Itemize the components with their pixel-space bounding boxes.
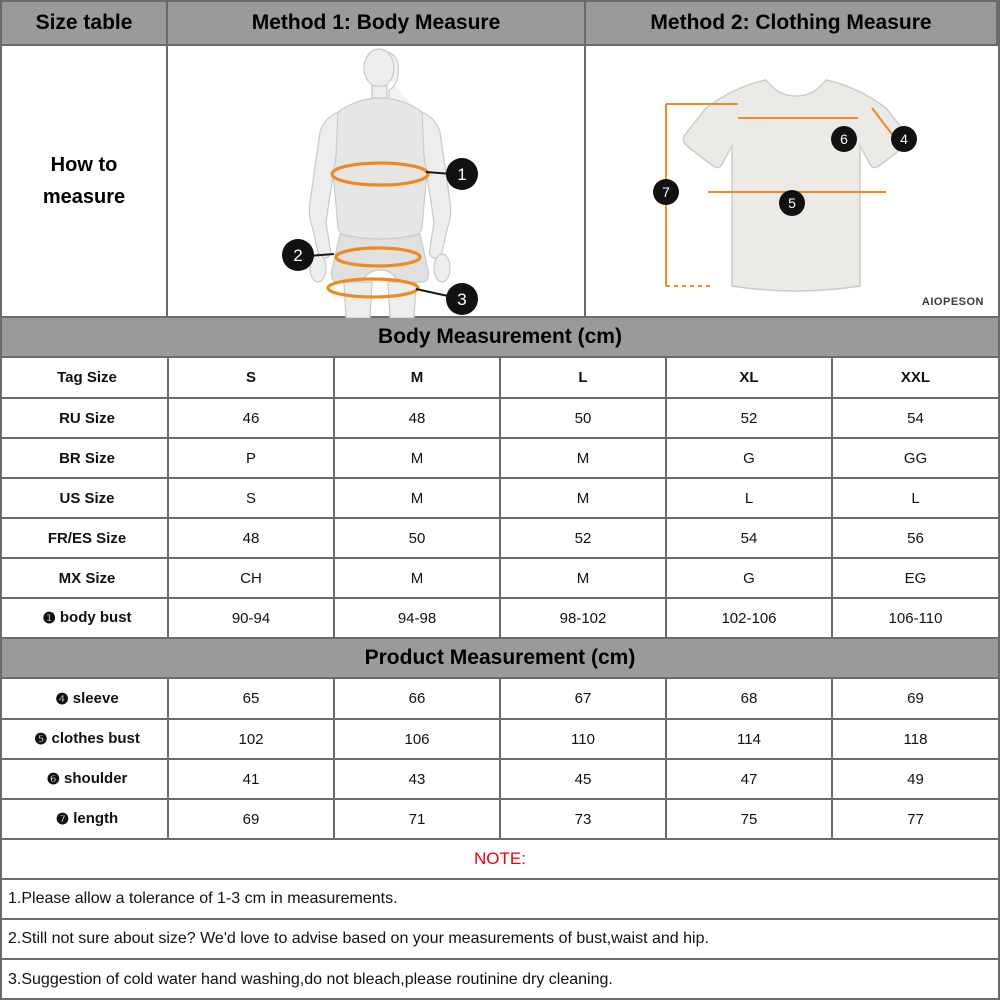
table-cell: 102-106 [666,598,832,638]
table-cell: M [334,478,500,518]
table-cell: G [666,438,832,478]
note-line: 3.Suggestion of cold water hand washing,do not bleach,please routinine dry cleaning. [8,971,613,988]
table-row [2,478,998,518]
svg-text:2: 2 [293,246,303,265]
table-cell: 68 [666,679,832,719]
table-cell: 106-110 [832,598,998,638]
marker-icon: ❻ [46,771,61,788]
row-label: FR/ES Size [2,518,168,558]
table-cell: 56 [832,518,998,558]
table-cell: GG [832,438,998,478]
body-measurement-table [2,358,998,639]
note-line: 2.Still not sure about size? We'd love to advise based on your measurements of bust,waist and hip. [2,920,998,960]
row-label: US Size [2,478,168,518]
clothing-measure-illustration [586,46,998,316]
note-title: NOTE: [2,840,998,880]
svg-text:6: 6 [840,131,848,147]
marker-1 [446,158,478,190]
table-cell: 77 [832,799,998,839]
brand-watermark: AIOPESON [921,296,984,308]
table-cell: 69 [168,799,334,839]
table-cell: L [832,478,998,518]
column-header-xxl: XXL [832,358,998,398]
table-header-row [2,358,998,398]
header-size-table: Size table [2,2,168,44]
header-method-1: Method 1: Body Measure [168,2,586,44]
table-cell: 48 [168,518,334,558]
table-cell: S [168,478,334,518]
table-cell: 50 [500,398,666,438]
table-row [2,558,998,598]
table-cell: 69 [832,679,998,719]
table-cell: 73 [500,799,666,839]
table-cell: M [334,438,500,478]
table-cell: CH [168,558,334,598]
table-cell: M [500,478,666,518]
marker-icon: ❶ [42,610,56,627]
table-cell: 41 [168,759,334,799]
table-cell: 49 [832,759,998,799]
body-measurement-title: Body Measurement (cm) [2,318,998,358]
table-row [2,679,998,719]
table-row [2,759,998,799]
table-cell: 52 [500,518,666,558]
table-cell: 94-98 [334,598,500,638]
table-cell: 48 [334,398,500,438]
tshirt-figure-svg [586,46,996,318]
svg-text:4: 4 [900,131,908,147]
table-cell: 47 [666,759,832,799]
svg-text:1: 1 [457,165,467,184]
row-label: ❼ length [2,799,168,839]
how-to-measure-label [2,46,168,316]
column-header-xl: XL [666,358,832,398]
how-to-measure-text: How to measure [42,154,126,208]
table-cell: 50 [334,518,500,558]
table-cell: 54 [832,398,998,438]
table-cell: 46 [168,398,334,438]
marker-icon: ❼ [55,811,70,828]
table-cell: 106 [334,719,500,759]
table-cell: P [168,438,334,478]
body-measure-illustration [168,46,586,316]
column-header-tag-size: Tag Size [2,358,168,398]
table-row [2,518,998,558]
table-row [2,438,998,478]
svg-text:3: 3 [457,290,467,309]
column-header-m: M [334,358,500,398]
table-cell: 110 [500,719,666,759]
table-cell: 52 [666,398,832,438]
table-cell: G [666,558,832,598]
table-row [2,398,998,438]
column-header-s: S [168,358,334,398]
table-cell: 65 [168,679,334,719]
table-cell: 90-94 [168,598,334,638]
row-label: RU Size [2,398,168,438]
table-cell: 54 [666,518,832,558]
table-row [2,598,998,638]
table-cell: M [500,558,666,598]
marker-3 [446,283,478,315]
table-cell: 45 [500,759,666,799]
svg-text:7: 7 [662,184,670,200]
table-row [2,719,998,759]
table-cell: L [666,478,832,518]
header-method-2: Method 2: Clothing Measure [586,2,998,44]
table-cell: 98-102 [500,598,666,638]
table-cell: EG [832,558,998,598]
row-label: ❹ sleeve [2,679,168,719]
row-label: BR Size [2,438,168,478]
product-measurement-title: Product Measurement (cm) [2,639,998,679]
row-label: ❺ clothes bust [2,719,168,759]
note-line: 1.Please allow a tolerance of 1-3 cm in measurements. [2,880,998,920]
row-label: ❻ shoulder [2,759,168,799]
table-cell: 43 [334,759,500,799]
table-cell: 75 [666,799,832,839]
table-cell: 102 [168,719,334,759]
row-label: MX Size [2,558,168,598]
illustration-row [2,46,998,318]
table-cell: 67 [500,679,666,719]
notes-list [2,880,998,1000]
table-cell: M [500,438,666,478]
marker-2 [282,239,314,271]
table-cell: 118 [832,719,998,759]
svg-text:5: 5 [788,195,796,211]
column-header-l: L [500,358,666,398]
table-cell: M [334,558,500,598]
marker-icon: ❹ [55,690,69,708]
product-measurement-table [2,679,998,840]
chart-header-row [2,2,998,46]
table-cell: 66 [334,679,500,719]
table-cell: 114 [666,719,832,759]
marker-icon: ❺ [34,731,48,748]
row-label: ❶ body bust [2,598,168,638]
body-figure-svg [168,46,586,318]
table-cell: 71 [334,799,500,839]
table-row [2,799,998,839]
